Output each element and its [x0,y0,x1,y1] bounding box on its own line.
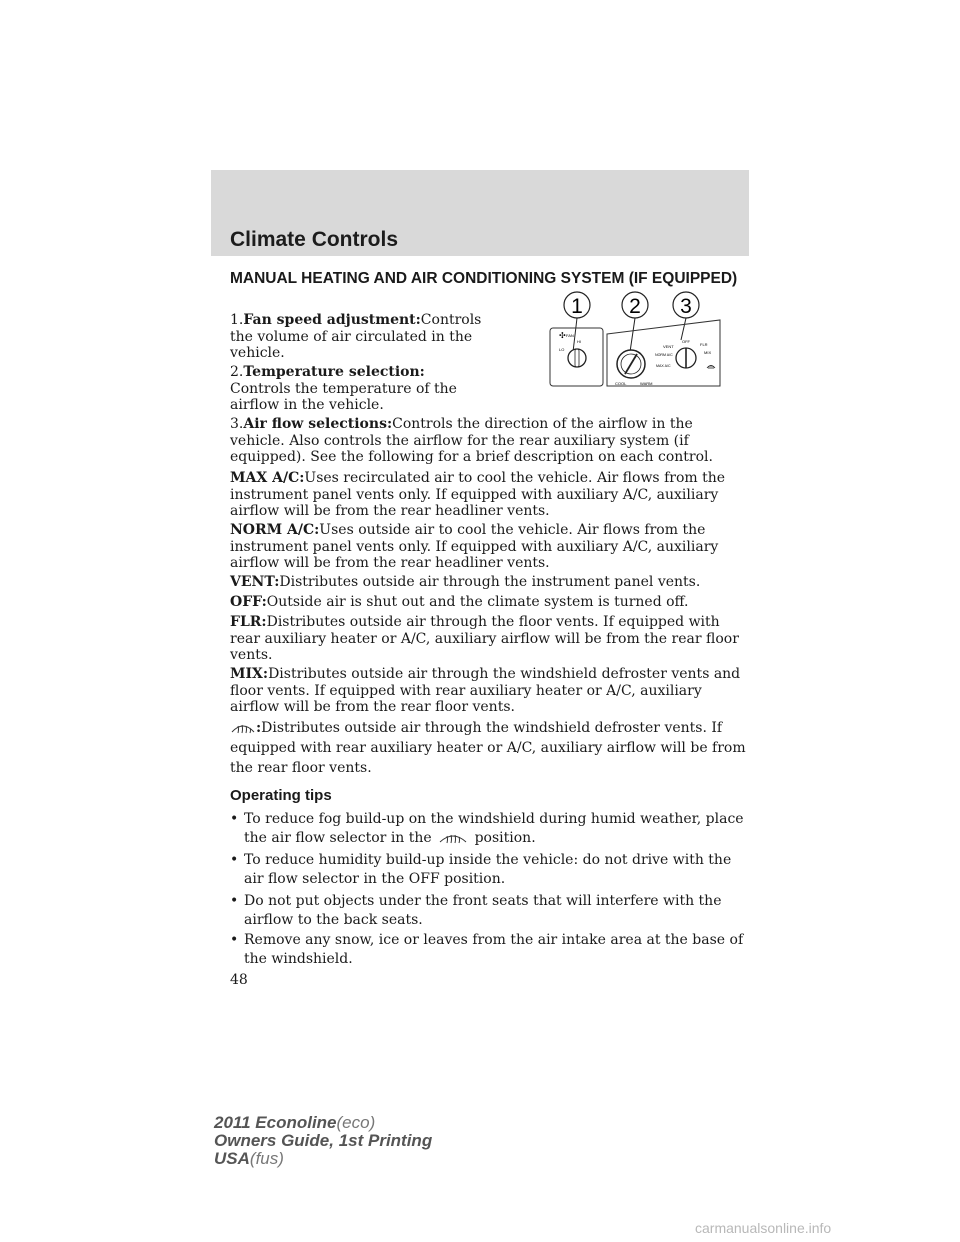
mix-label: MIX [704,350,712,355]
item-fan-speed [230,312,500,362]
mode-term: FLR: [230,614,267,630]
mode-defrost [230,718,750,778]
tip-item: • Remove any snow, ice or leaves from the air intake area at the base of the windshield. [230,932,744,967]
norm-ac-label: NORM A/C [655,353,673,357]
max-ac-label: MAX A/C [656,364,671,368]
climate-control-diagram [545,290,725,390]
chapter-title: Climate Controls [230,228,399,251]
fan-lo-label: LO [559,347,565,352]
mode-text: Distributes outside air through the instrument panel vents. [279,574,701,590]
footer-imprint: 2011 Econoline(eco) Owners Guide, 1st Printing USA(fus) [214,1113,433,1168]
mode-term: MIX: [230,666,269,682]
mode-term: VENT: [230,574,280,590]
item-title: Temperature selection: [243,364,425,380]
item-temperature [230,364,500,414]
tip-item: • To reduce fog build-up on the windshield during humid weather, place the air flow selector in the position. [230,811,744,846]
page-number: 48 [230,972,248,988]
fan-knob [568,349,586,367]
callout-2: 2 [629,295,641,318]
bullet-marker: • [230,932,239,948]
mode-text: Outside air is shut out and the climate system is turned off. [266,594,689,610]
flr-label: FLR [700,342,708,347]
defrost-icon [230,720,256,736]
item-air-flow [230,416,750,466]
vent-label: VENT [663,344,674,349]
item-number: 2. [230,364,244,380]
cool-label: COOL [615,381,627,386]
mode-term: NORM A/C: [230,522,320,538]
bullet-marker: • [230,852,239,868]
mode-text: Uses outside air to cool the vehicle. Air flows from the instrument panel vents only. If equipped with auxiliary A/C, auxiliary airflow will be from the rear headliner vents. [230,522,719,571]
bullet-marker: • [230,811,239,827]
tip-item: • Do not put objects under the front seats that will interfere with the airflow to the back seats. [230,893,722,928]
leader-2 [630,318,635,352]
mode-vent [230,574,750,591]
warm-label: WARM [640,381,653,386]
bullet-marker: • [230,893,239,909]
mode-off [230,594,750,611]
callout-1: 1 [571,295,583,318]
mode-max-ac [230,470,750,520]
mode-text: Distributes outside air through the windshield defroster vents. If equipped with rear auxiliary heater or A/C, auxiliary airflow will be from the rear floor vents. [230,720,746,776]
leader-3 [681,318,686,340]
section-title: MANUAL HEATING AND AIR CONDITIONING SYSTEM (IF EQUIPPED) [230,270,738,287]
mode-text: Distributes outside air through the floor vents. If equipped with rear auxiliary heater or A/C, auxiliary airflow will be from the rear floor vents. [230,614,739,663]
item-number: 1. [230,312,244,328]
mode-text: Uses recirculated air to cool the vehicle. Air flows from the instrument panel vents only. If equipped with auxiliary A/C, auxiliary airflow will be from the rear headliner vents. [230,470,726,519]
off-label: OFF [682,339,690,344]
watermark: carmanualsonline.info [695,1220,832,1236]
fan-icon: ✣ [559,331,566,340]
item-title: Fan speed adjustment: [243,312,421,328]
defrost-icon [707,365,715,369]
item-text: Controls the direction of the airflow in the vehicle. Also controls the airflow for the rear auxiliary system (if equipped). See the following for a brief description on each control. [230,416,713,465]
mode-term: MAX A/C: [230,470,305,486]
tip-item: • To reduce humidity build-up inside the vehicle: do not drive with the air flow selector in the OFF position. [230,852,732,887]
mode-term: OFF: [230,594,267,610]
mode-norm-ac [230,522,750,572]
item-text: Controls the temperature of the airflow in the vehicle. [230,380,457,413]
callout-3: 3 [680,295,692,318]
item-number: 3. [230,416,244,432]
defrost-icon [436,830,470,846]
mode-mix [230,666,750,716]
item-title: Air flow selections: [243,416,393,432]
mode-term: : [256,720,262,736]
item-text: Controls the volume of air circulated in the vehicle. [230,312,482,361]
mode-flr [230,614,750,664]
operating-tips-title: Operating tips [230,787,332,804]
fan-label: FAN [566,333,574,338]
mode-text: Distributes outside air through the windshield defroster vents and floor vents. If equipped with rear auxiliary heater or A/C, auxiliary airflow will be from the rear floor vents. [230,666,741,715]
fan-hi-label: HI [577,339,581,344]
